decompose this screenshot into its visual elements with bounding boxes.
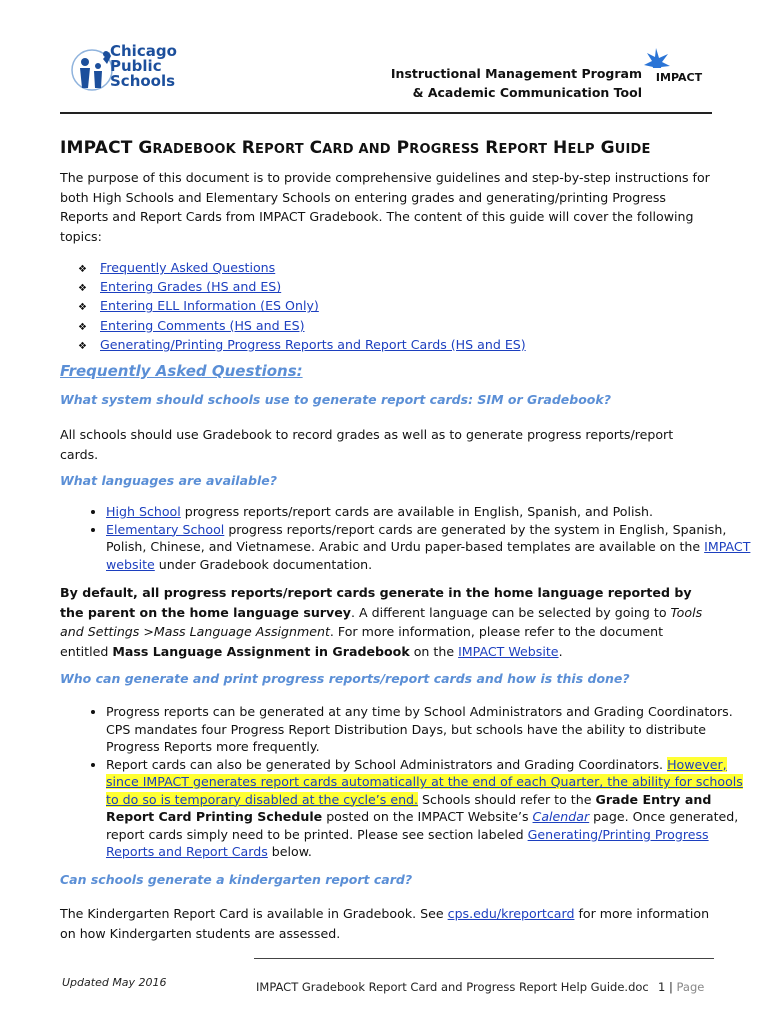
program-line-2: & Academic Communication Tool: [412, 85, 642, 100]
question-1: What system should schools use to generate report cards: SIM or Gradebook?: [60, 392, 611, 407]
program-name: [391, 64, 642, 102]
page-word: Page: [676, 980, 705, 994]
kreportcard-link[interactable]: cps.edu/kreportcard: [447, 906, 575, 921]
generating-printing-link[interactable]: Generating/Printing Progress Reports and Report Cards: [106, 826, 709, 859]
diamond-bullet-icon: ❖: [78, 321, 87, 333]
title-cap: G: [138, 138, 153, 158]
impact-website-link[interactable]: IMPACT Website: [458, 643, 559, 659]
topic-link[interactable]: Generating/Printing Progress Reports and Report Cards (HS and ES): [100, 336, 526, 352]
footer-page: [658, 980, 704, 994]
italic-text: Tools and Settings >Mass Language Assignment: [60, 604, 703, 639]
bold-text: Mass Language Assignment in Gradebook: [112, 643, 410, 659]
page-number: 1: [658, 980, 666, 994]
diamond-bullet-icon: ❖: [78, 283, 87, 295]
topic-link[interactable]: Entering Grades (HS and ES): [100, 279, 282, 295]
diamond-bullet-icon: ❖: [78, 340, 87, 352]
bold-text: By default, all progress reports/report cards generate in the home language reported by the parent on the home language survey: [60, 585, 692, 620]
text: Schools should refer to the: [418, 791, 596, 807]
list-item: [106, 521, 756, 574]
program-line-1: Instructional Management Program: [390, 66, 642, 81]
footer-divider: [254, 958, 714, 959]
text: page. Once generated, report cards simply need to be printed. Please see section labeled: [106, 809, 739, 842]
header-divider: [60, 112, 712, 114]
impact-logo: [642, 46, 712, 96]
text: on the: [409, 643, 459, 659]
logo-line: Schools: [110, 72, 176, 90]
text: below.: [267, 844, 312, 859]
text: for more information on how Kindergarten students are assessed.: [60, 906, 710, 941]
topic-link[interactable]: Entering Comments (HS and ES): [100, 317, 305, 333]
text: .: [558, 643, 563, 659]
title-rest: UIDE: [614, 142, 651, 157]
topic-link[interactable]: Entering ELL Information (ES Only): [100, 298, 319, 314]
highlighted-text: However, since IMPACT generates report cards automatically at the end of each Quarter, the ability for schools to do so is temporary disabled at the cycle’s end.: [106, 756, 743, 807]
title-cap: R: [485, 138, 499, 158]
topics-list: [78, 259, 526, 355]
title-rest: EPORT: [498, 142, 548, 157]
title-rest: ARD AND: [322, 142, 391, 157]
list-text: progress reports/report cards are available in English, Spanish, and Polish.: [180, 504, 654, 519]
page-title: [60, 138, 651, 158]
answer-3-list: [60, 703, 756, 861]
faq-heading: Frequently Asked Questions:: [60, 362, 303, 380]
text: The Kindergarten Report Card is available in Gradebook. See: [60, 906, 448, 921]
intro-paragraph: The purpose of this document is to provide comprehensive guidelines and step-by-step instructions for both High Schools and Elementary Schools on entering grades and generating/printing Progress Reports and Report Cards from IMPACT Gradebook. The content of this guide will cover the following topics:: [60, 170, 710, 244]
title-cap: P: [396, 138, 410, 158]
question-4: Can schools generate a kindergarten report card?: [60, 872, 413, 887]
calendar-link[interactable]: Calendar: [532, 809, 590, 824]
page-sep: |: [665, 980, 677, 994]
topic-item: [78, 259, 526, 278]
text: posted on the IMPACT Website’s: [322, 809, 533, 824]
diamond-bullet-icon: ❖: [78, 302, 87, 314]
title-rest: EPORT: [255, 142, 304, 157]
elementary-school-link[interactable]: Elementary School: [106, 521, 225, 537]
title-cap: C: [309, 138, 323, 158]
title-rest: ROGRESS: [409, 142, 480, 157]
list-item: [106, 756, 756, 861]
footer-updated: Updated May 2016: [62, 976, 167, 989]
diamond-bullet-icon: ❖: [78, 264, 87, 275]
list-item: [106, 503, 756, 521]
impact-logo-text: IMPACT: [655, 71, 703, 84]
title-cap: H: [553, 138, 568, 158]
text: . A different language can be selected by going to: [350, 604, 671, 620]
answer-2-list: [60, 503, 756, 573]
impact-website-link[interactable]: IMPACT website: [106, 539, 751, 572]
list-item: • Progress reports can be generated at any time by School Administrators and Grading Coordinators. CPS mandates four Progress Report Distribution Days, but schools have the ability to distribute Progress Reports more frequently.: [106, 703, 756, 756]
title-word: IMPACT: [60, 138, 133, 158]
topic-item: [78, 278, 526, 297]
logo-line: Chicago: [110, 42, 177, 60]
list-text: under Gradebook documentation.: [154, 556, 373, 572]
list-text: progress reports/report cards are generated by the system in English, Spanish, Polish, Chinese, and Vietnamese. Arabic and Urdu paper-based templates are available on the: [106, 521, 727, 554]
answer-1: All schools should use Gradebook to record grades as well as to generate progress reports/report cards.: [60, 427, 674, 462]
text: . For more information, please refer to the document entitled: [60, 624, 664, 659]
title-cap: G: [600, 138, 615, 158]
footer-doc-name: IMPACT Gradebook Report Card and Progress Report Help Guide.doc: [256, 980, 649, 994]
default-language-paragraph: [60, 583, 714, 661]
question-3: Who can generate and print progress reports/report cards and how is this done?: [60, 671, 630, 686]
bold-text: Grade Entry and Report Card Printing Schedule: [106, 791, 712, 824]
question-2: What languages are available?: [60, 473, 277, 488]
high-school-link[interactable]: High School: [106, 504, 181, 519]
topic-item: [78, 317, 526, 336]
logo-line: Public: [110, 57, 162, 75]
title-cap: R: [241, 138, 256, 158]
title-rest: ELP: [567, 142, 595, 157]
title-rest: RADEBOOK: [152, 142, 236, 157]
answer-4: [60, 904, 714, 943]
text: Report cards can also be generated by School Administrators and Grading Coordinators.: [106, 756, 668, 772]
topic-item: [78, 336, 526, 355]
topic-link[interactable]: Frequently Asked Questions: [100, 260, 276, 275]
cps-logo-text: [110, 44, 177, 89]
topic-item: [78, 297, 526, 316]
